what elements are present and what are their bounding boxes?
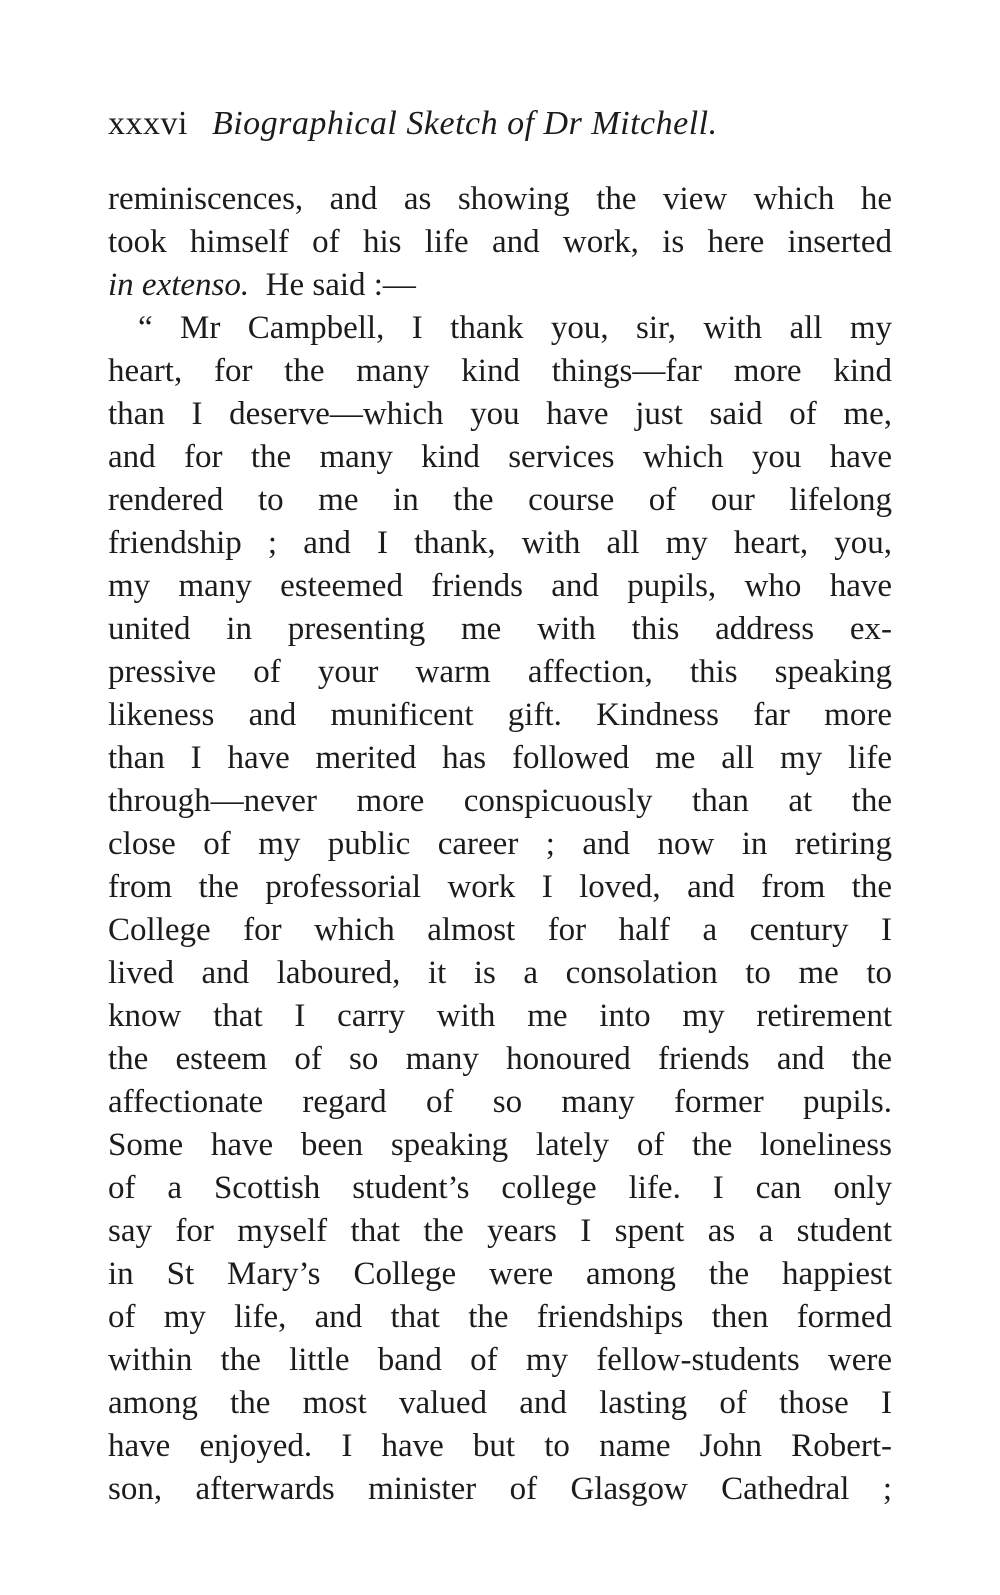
- text-line: heart, for the many kind things—far more kind: [108, 353, 892, 389]
- text-line: among the most valued and lasting of those I: [108, 1385, 892, 1421]
- text-line: Some have been speaking lately of the loneliness: [108, 1127, 892, 1163]
- text-line: have enjoyed. I have but to name John Robert-: [108, 1428, 892, 1464]
- italic-phrase: in extenso.: [108, 267, 250, 303]
- text-line: united in presenting me with this address ex-: [108, 611, 892, 647]
- running-head: [108, 102, 718, 146]
- text-line: of my life, and that the friendships then formed: [108, 1299, 892, 1335]
- text-line: than I deserve—which you have just said of me,: [108, 396, 892, 432]
- text-line: in St Mary’s College were among the happiest: [108, 1256, 892, 1292]
- text-line: of a Scottish student’s college life. I can only: [108, 1170, 892, 1206]
- text-line: son, afterwards minister of Glasgow Cathedral ;: [108, 1471, 892, 1507]
- text-line: and for the many kind services which you have: [108, 439, 892, 475]
- text-line: took himself of his life and work, is here inserted: [108, 224, 892, 260]
- text-line: affectionate regard of so many former pupils.: [108, 1084, 892, 1120]
- text-line: College for which almost for half a century I: [108, 912, 892, 948]
- text-line: close of my public career ; and now in retiring: [108, 826, 892, 862]
- text-line: through—never more conspicuously than at the: [108, 783, 892, 819]
- text-line: my many esteemed friends and pupils, who have: [108, 568, 892, 604]
- text-line: reminiscences, and as showing the view which he: [108, 181, 892, 217]
- page-number: xxxvi: [108, 105, 188, 142]
- text-line: know that I carry with me into my retirement: [108, 998, 892, 1034]
- text-line: within the little band of my fellow-students were: [108, 1342, 892, 1378]
- text-line: pressive of your warm affection, this speaking: [108, 654, 892, 690]
- text-line: from the professorial work I loved, and from the: [108, 869, 892, 905]
- text-line: than I have merited has followed me all my life: [108, 740, 892, 776]
- body-text: [108, 178, 892, 1511]
- text-line: likeness and munificent gift. Kindness far more: [108, 697, 892, 733]
- text-line: [108, 264, 892, 307]
- line-text: He said :—: [265, 267, 416, 303]
- text-line: lived and laboured, it is a consolation to me to: [108, 955, 892, 991]
- text-line: rendered to me in the course of our lifelong: [108, 482, 892, 518]
- text-line: friendship ; and I thank, with all my heart, you,: [108, 525, 892, 561]
- text-line: say for myself that the years I spent as a student: [108, 1213, 892, 1249]
- text-line: the esteem of so many honoured friends and the: [108, 1041, 892, 1077]
- running-title: Biographical Sketch of Dr Mitchell.: [211, 105, 718, 142]
- text-line: “ Mr Campbell, I thank you, sir, with all my: [138, 310, 892, 346]
